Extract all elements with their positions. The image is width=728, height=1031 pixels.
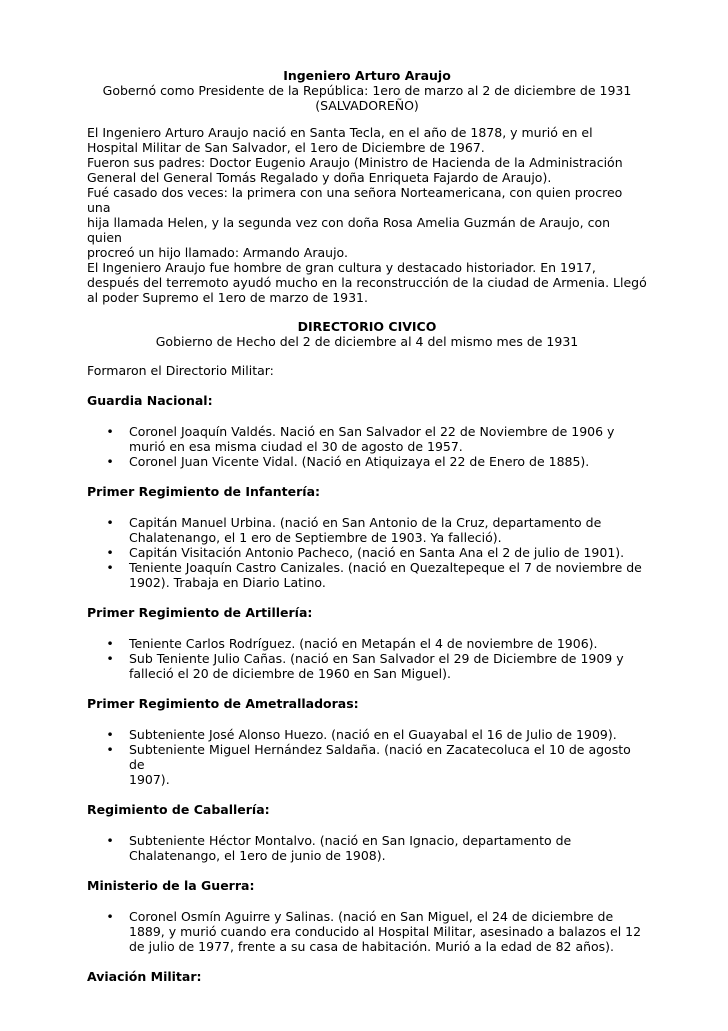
list-item <box>87 727 647 742</box>
intro-paragraph <box>87 125 647 305</box>
list-item <box>87 454 647 469</box>
list-item-line: murió en esa misma ciudad el 30 de agosto de 1957. <box>129 439 463 454</box>
section-list <box>87 424 647 469</box>
section-heading: Guardia Nacional: <box>87 393 213 408</box>
list-item-line: Subteniente Héctor Montalvo. (nació en San Ignacio, departamento de <box>129 833 572 848</box>
section-heading: Primer Regimiento de Ametralladoras: <box>87 696 359 711</box>
list-item <box>87 651 647 681</box>
list-item-line: 1889, y murió cuando era conducido al Hospital Militar, asesinado a balazos el 12 <box>129 924 642 939</box>
intro-line: después del terremoto ayudó mucho en la reconstrucción de la ciudad de Armenia. Llegó <box>87 275 647 290</box>
section-list <box>87 909 647 954</box>
list-item-line: Coronel Joaquín Valdés. Nació en San Salvador el 22 de Noviembre de 1906 y <box>129 424 615 439</box>
sections-container <box>87 393 647 984</box>
list-item <box>87 636 647 651</box>
intro-line: El Ingeniero Arturo Araujo nació en Santa Tecla, en el año de 1878, y murió en el <box>87 125 593 140</box>
list-item-line: Sub Teniente Julio Cañas. (nació en San Salvador el 29 de Diciembre de 1909 y <box>129 651 624 666</box>
intro-line: al poder Supremo el 1ero de marzo de 1931. <box>87 290 368 305</box>
list-item-line: 1907). <box>129 772 170 787</box>
list-item-line: Capitán Manuel Urbina. (nació en San Antonio de la Cruz, departamento de <box>129 515 602 530</box>
list-item <box>87 515 647 545</box>
list-item-line: Coronel Osmín Aguirre y Salinas. (nació en San Miguel, el 24 de diciembre de <box>129 909 614 924</box>
list-item-line: Coronel Juan Vicente Vidal. (Nació en Atiquizaya el 22 de Enero de 1885). <box>129 454 590 469</box>
bullet-icon: • <box>106 909 114 924</box>
list-item-line: Teniente Carlos Rodríguez. (nació en Metapán el 4 de noviembre de 1906). <box>129 636 598 651</box>
list-item-line: Capitán Visitación Antonio Pacheco, (nació en Santa Ana el 2 de julio de 1901). <box>129 545 625 560</box>
section-heading: Regimiento de Caballería: <box>87 802 270 817</box>
bullet-icon: • <box>106 651 114 666</box>
bullet-icon: • <box>106 424 114 439</box>
list-item-line: Teniente Joaquín Castro Canizales. (nació en Quezaltepeque el 7 de noviembre de <box>129 560 642 575</box>
section-list <box>87 636 647 681</box>
section-list <box>87 515 647 590</box>
bullet-icon: • <box>106 727 114 742</box>
intro-line: Fueron sus padres: Doctor Eugenio Araujo (Ministro de Hacienda de la Administración <box>87 155 623 170</box>
bullet-icon: • <box>106 636 114 651</box>
bullet-icon: • <box>106 560 114 575</box>
list-item <box>87 560 647 590</box>
list-item-line: Subteniente Miguel Hernández Saldaña. (nació en Zacatecoluca el 10 de agosto de <box>129 742 631 772</box>
document-subtitle: Gobernó como Presidente de la República: 1ero de marzo al 2 de diciembre de 1931 <box>102 83 632 98</box>
list-item-line: Chalatenango, el 1 ero de Septiembre de 1903. Ya falleció). <box>129 530 502 545</box>
intro-line: Hospital Militar de San Salvador, el 1ero de Diciembre de 1967. <box>87 140 485 155</box>
list-item <box>87 545 647 560</box>
directorio-header <box>87 319 647 349</box>
directorio-subtitle: Gobierno de Hecho del 2 de diciembre al 4 del mismo mes de 1931 <box>155 334 579 349</box>
list-item <box>87 833 647 863</box>
document-title: Ingeniero Arturo Araujo <box>283 68 451 83</box>
section-heading: Primer Regimiento de Infantería: <box>87 484 321 499</box>
bullet-icon: • <box>106 833 114 848</box>
section-heading: Primer Regimiento de Artillería: <box>87 605 313 620</box>
list-item-line: falleció el 20 de diciembre de 1960 en San Miguel). <box>129 666 451 681</box>
directorio-title: DIRECTORIO CIVICO <box>297 319 437 334</box>
list-item-line: Chalatenango, el 1ero de junio de 1908). <box>129 848 386 863</box>
formaron-label: Formaron el Directorio Militar: <box>87 363 274 378</box>
nationality-label: (SALVADOREÑO) <box>315 98 419 113</box>
intro-line: Fué casado dos veces: la primera con una señora Norteamericana, con quien procreo una <box>87 185 623 215</box>
bullet-icon: • <box>106 454 114 469</box>
intro-line: General del General Tomás Regalado y doña Enriqueta Fajardo de Araujo). <box>87 170 552 185</box>
section-heading: Aviación Militar: <box>87 969 202 984</box>
list-item-line: de julio de 1977, frente a su casa de habitación. Murió a la edad de 82 años). <box>129 939 615 954</box>
bullet-icon: • <box>106 742 114 757</box>
section-heading: Ministerio de la Guerra: <box>87 878 255 893</box>
section-list <box>87 727 647 787</box>
intro-line: procreó un hijo llamado: Armando Araujo. <box>87 245 348 260</box>
section-list <box>87 833 647 863</box>
list-item <box>87 424 647 454</box>
document-page <box>87 68 647 984</box>
list-item-line: 1902). Trabaja en Diario Latino. <box>129 575 326 590</box>
intro-line: hija llamada Helen, y la segunda vez con doña Rosa Amelia Guzmán de Araujo, con quien <box>87 215 611 245</box>
list-item <box>87 909 647 954</box>
list-item-line: Subteniente José Alonso Huezo. (nació en el Guayabal el 16 de Julio de 1909). <box>129 727 617 742</box>
bullet-icon: • <box>106 545 114 560</box>
intro-line: El Ingeniero Araujo fue hombre de gran cultura y destacado historiador. En 1917, <box>87 260 596 275</box>
bullet-icon: • <box>106 515 114 530</box>
list-item <box>87 742 647 787</box>
